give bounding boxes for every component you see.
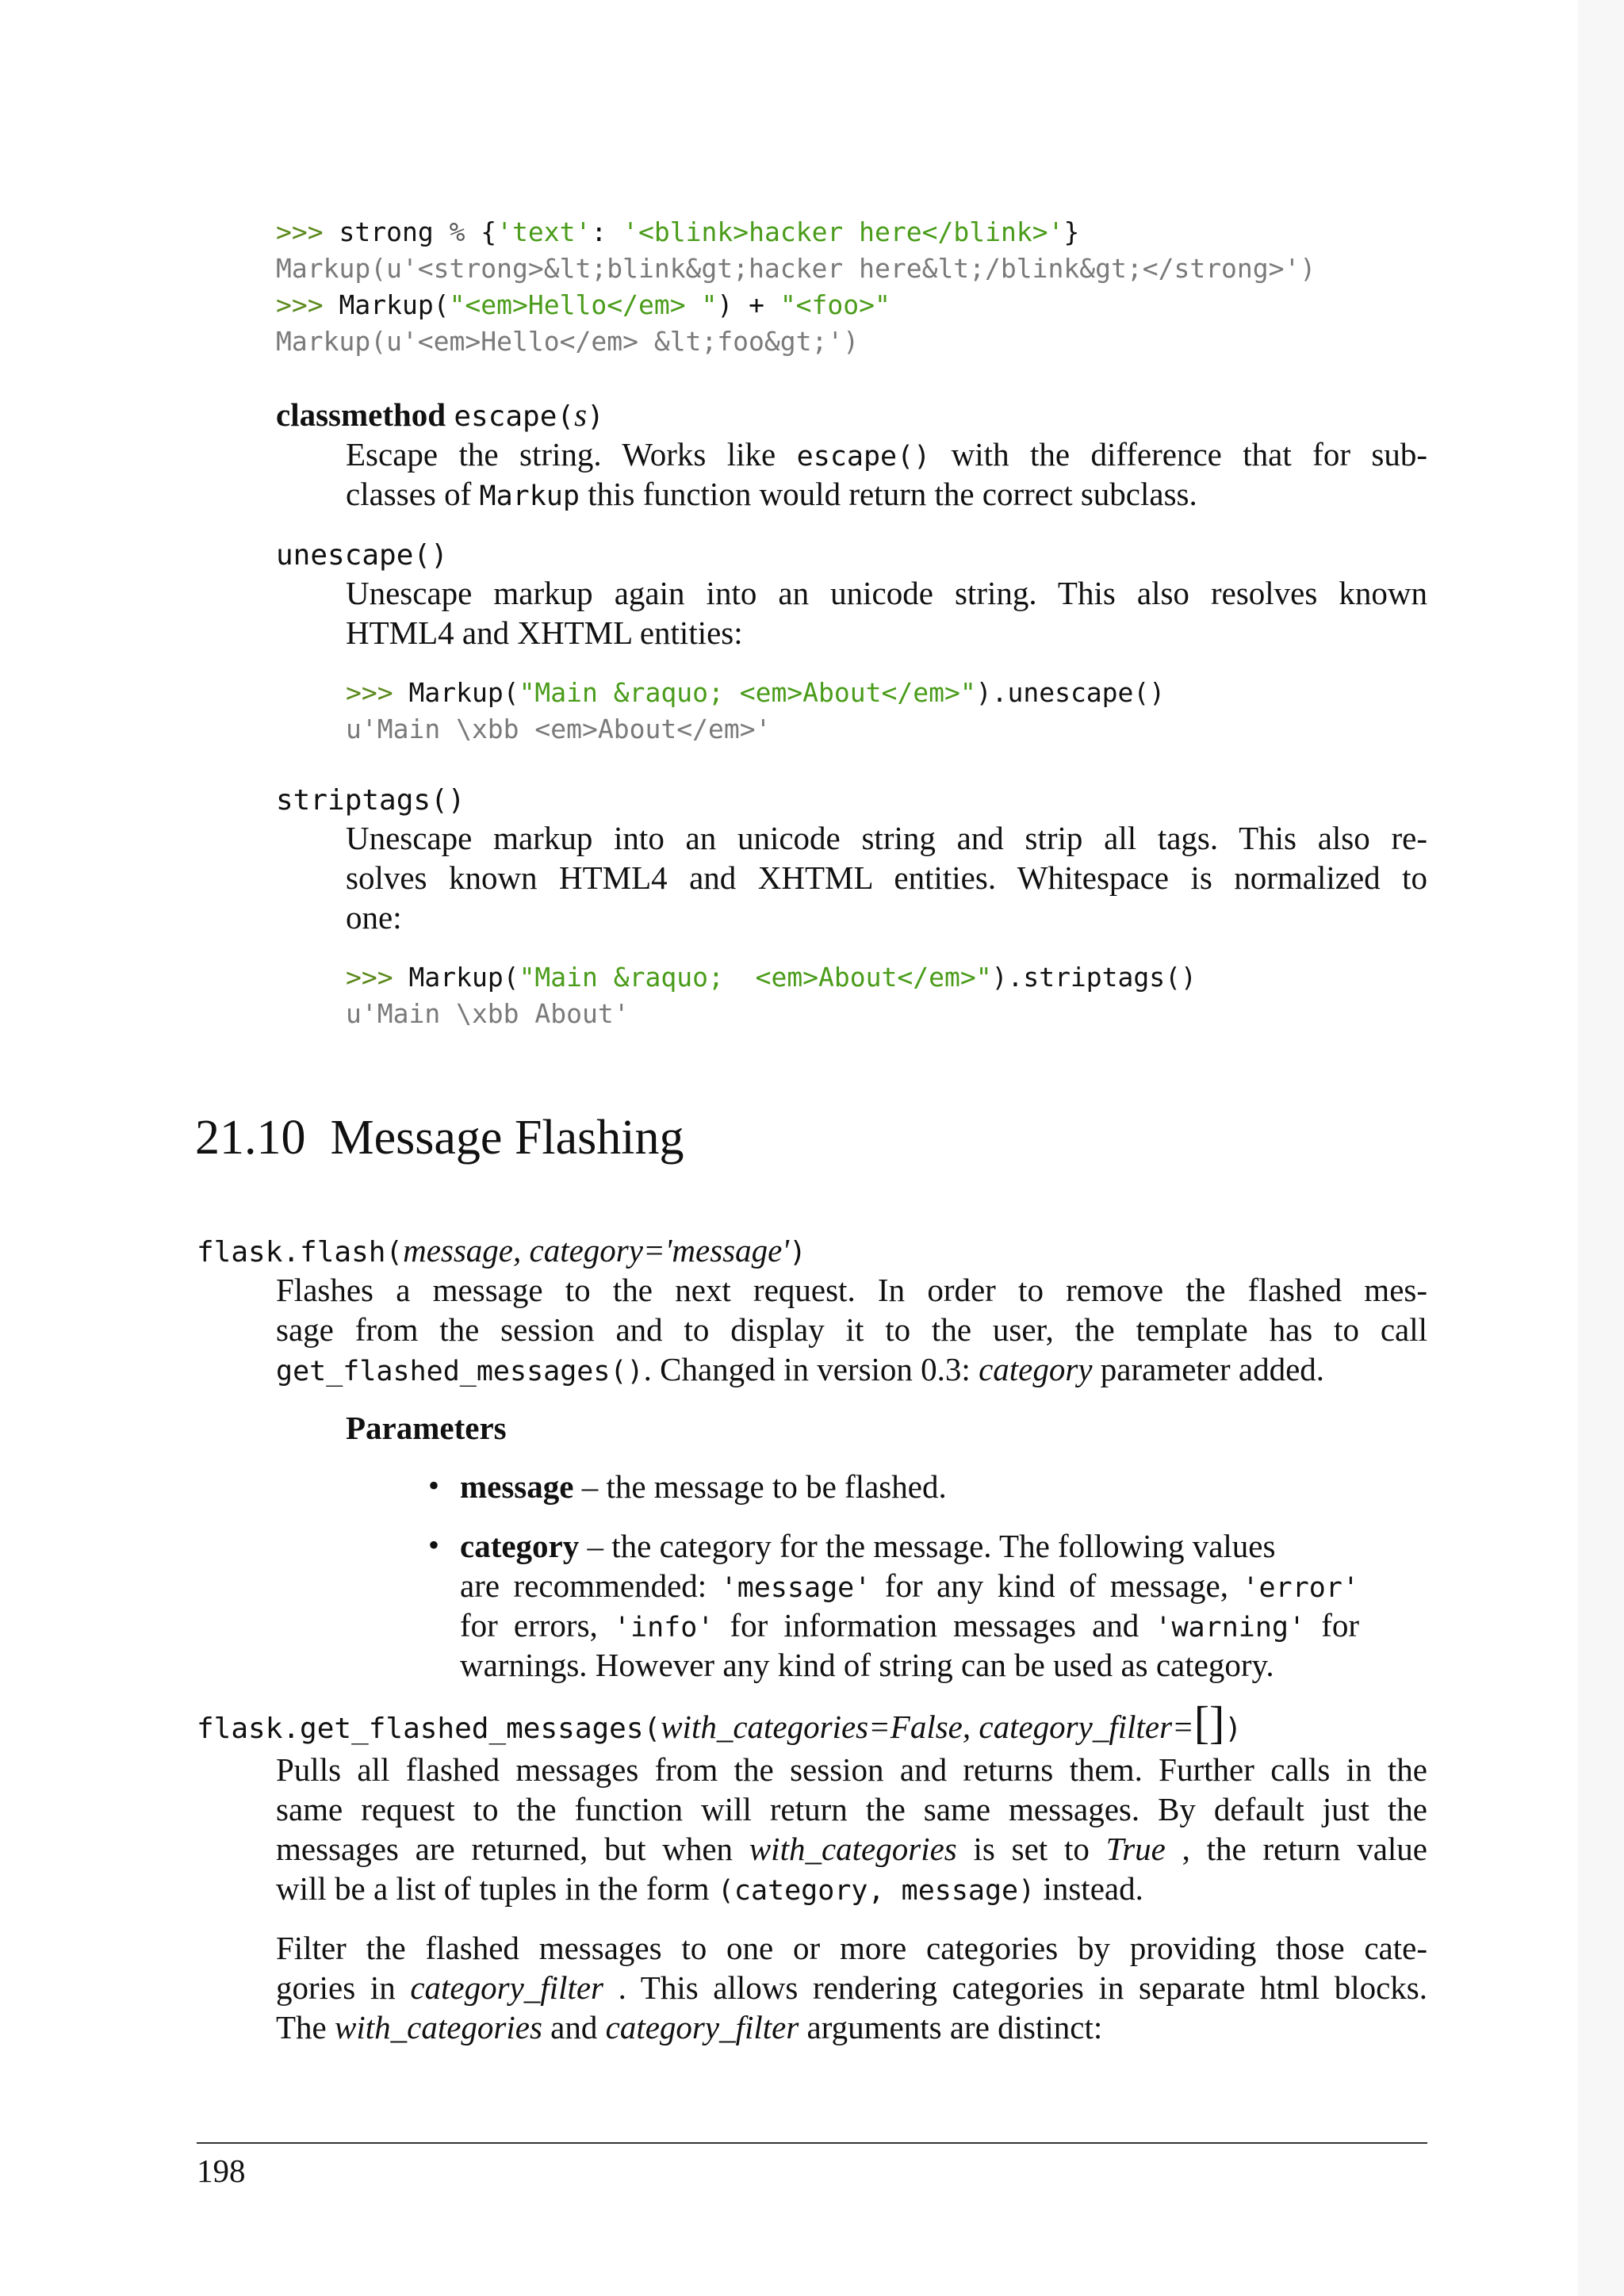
code-text: : bbox=[591, 216, 623, 247]
code-prompt: >>> bbox=[276, 289, 324, 320]
method-signature: striptags() bbox=[276, 784, 465, 817]
page-number: 198 bbox=[197, 2152, 246, 2189]
method-description-line: HTML4 and XHTML entities: bbox=[346, 614, 743, 651]
function-description-line: The with_categories and category_filter arguments are distinct: bbox=[276, 2009, 1103, 2045]
function-description-line: will be a list of tuples in the form (category, message) instead. bbox=[276, 1870, 1143, 1907]
function-description-line: Pulls all flashed messages from the session and returns them. Further calls in the bbox=[276, 1751, 1427, 1788]
bullet-icon: • bbox=[428, 1527, 440, 1563]
code-line bbox=[276, 214, 1079, 251]
parameters-heading: Parameters bbox=[346, 1410, 507, 1446]
method-description-line: one: bbox=[346, 899, 402, 936]
function-description-line: Flashes a message to the next request. In order to remove the flashed mes- bbox=[276, 1272, 1427, 1308]
code-prompt: >>> bbox=[276, 216, 324, 247]
function-signature: flask.flash(message, category='message') bbox=[197, 1232, 806, 1269]
method-param: s bbox=[574, 396, 588, 433]
parameter-item: category – the category for the message. The following values bbox=[460, 1528, 1276, 1564]
method-description-line: classes of Markup this function would return the correct subclass. bbox=[346, 476, 1197, 512]
method-name: escape bbox=[454, 400, 557, 433]
code-string: "<foo>" bbox=[779, 289, 891, 320]
code-output-line: u'Main \xbb <em>About</em>' bbox=[346, 714, 772, 744]
method-signature: unescape() bbox=[276, 539, 448, 572]
function-description-line: same request to the function will return the same messages. By default just the bbox=[276, 1791, 1427, 1827]
code-operator: % bbox=[449, 216, 465, 247]
method-description-line: Unescape markup again into an unicode string. This also resolves known bbox=[346, 575, 1427, 611]
code-string: '<blink>hacker here</blink>' bbox=[622, 216, 1064, 247]
code-output-line: u'Main \xbb About' bbox=[346, 998, 630, 1029]
method-description-line: Escape the string. Works like escape() with the difference that for sub- bbox=[346, 436, 1428, 473]
bullet-icon: • bbox=[428, 1468, 440, 1503]
code-line: >>> Markup("Main &raquo; <em>About</em>").striptags() bbox=[346, 962, 1197, 993]
method-description-line: Unescape markup into an unicode string and strip all tags. This also re- bbox=[346, 820, 1427, 856]
code-text: ) + bbox=[717, 289, 780, 320]
code-string: "<em>Hello</em> " bbox=[449, 289, 718, 320]
code-output-line: Markup(u'<strong>&lt;blink&gt;hacker here&lt;/blink&gt;</strong>') bbox=[276, 253, 1316, 284]
method-description-line: solves known HTML4 and XHTML entities. Whitespace is normalized to bbox=[346, 859, 1427, 896]
code-text: } bbox=[1063, 216, 1080, 247]
section-title: Message Flashing bbox=[330, 1111, 684, 1165]
parameter-item: message – the message to be flashed. bbox=[460, 1468, 947, 1505]
function-description-line: sage from the session and to display it to the user, the template has to call bbox=[276, 1311, 1427, 1348]
section-heading bbox=[195, 1110, 684, 1165]
method-signature: classmethod escape(s) bbox=[276, 396, 604, 433]
code-text: strong bbox=[323, 216, 450, 247]
method-keyword: classmethod bbox=[276, 396, 446, 433]
function-description-line: messages are returned, but when with_categories is set to True , the return value bbox=[276, 1831, 1427, 1867]
code-text: { bbox=[465, 216, 497, 247]
function-signature: flask.get_flashed_messages(with_categories=False, category_filter=[]) bbox=[197, 1697, 1243, 1748]
parameter-item-line: warnings. However any kind of string can be used as category. bbox=[460, 1647, 1274, 1683]
function-description-line: Filter the flashed messages to one or more categories by providing those cate- bbox=[276, 1930, 1427, 1966]
parameter-item-line: for errors, 'info' for information messages and 'warning' for bbox=[460, 1607, 1359, 1644]
code-line bbox=[276, 287, 891, 323]
page-edge-shadow bbox=[1578, 0, 1624, 2296]
function-description-line: gories in category_filter . This allows rendering categories in separate html blocks. bbox=[276, 1969, 1427, 2006]
code-output-line: Markup(u'<em>Hello</em> &lt;foo&gt;') bbox=[276, 326, 860, 357]
code-string: 'text' bbox=[496, 216, 592, 247]
section-number: 21.10 bbox=[195, 1111, 306, 1165]
code-text: Markup( bbox=[323, 289, 450, 320]
code-line: >>> Markup("Main &raquo; <em>About</em>").unescape() bbox=[346, 677, 1166, 708]
footer-rule bbox=[197, 2142, 1427, 2144]
parameter-item-line: are recommended: 'message' for any kind of message, 'error' bbox=[460, 1567, 1359, 1604]
function-description-line: get_flashed_messages(). Changed in version 0.3: category parameter added. bbox=[276, 1351, 1325, 1387]
